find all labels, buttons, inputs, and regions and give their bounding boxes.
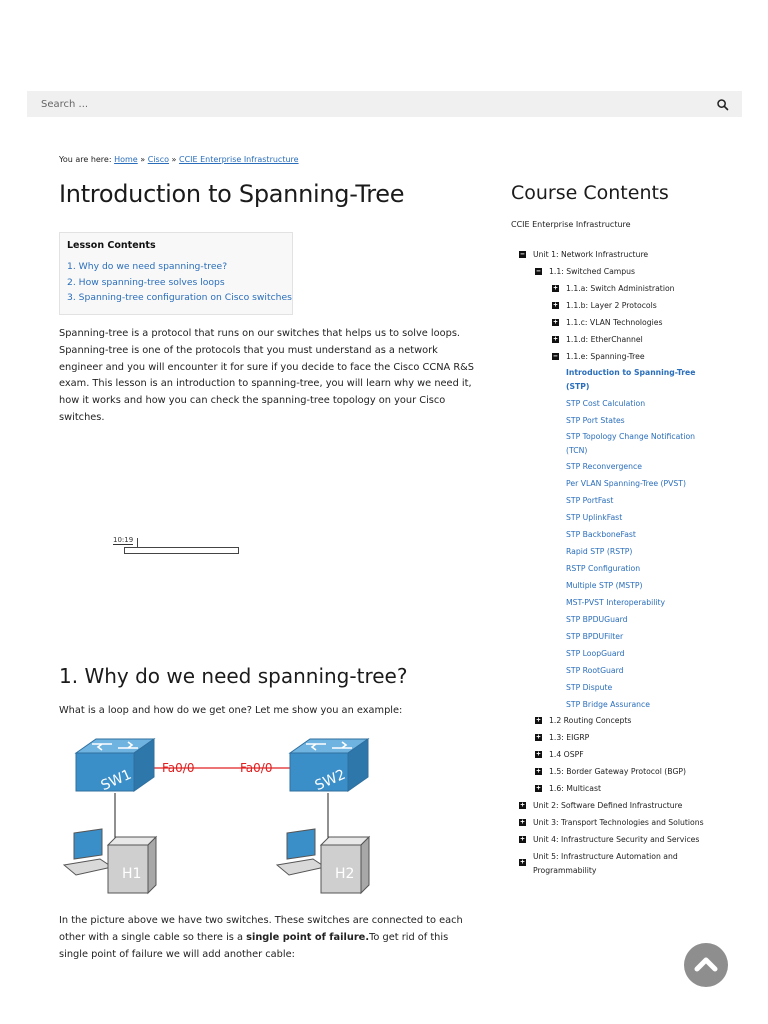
host-label-h1: H1	[122, 866, 142, 882]
plus-box-icon[interactable]: +	[520, 818, 525, 826]
tree-lesson-current-cont[interactable]: (STP)	[566, 382, 590, 391]
breadcrumb-course-link[interactable]: CCIE Enterprise Infrastructure	[179, 155, 299, 164]
after-text-bold: single point of failure.	[246, 931, 370, 943]
toc-link-how[interactable]: 2. How spanning-tree solves loops	[67, 276, 225, 288]
tree-etherchannel[interactable]	[553, 333, 643, 347]
tree-label: Unit 2: Software Defined Infrastructure	[533, 801, 683, 810]
plus-box-icon[interactable]: +	[553, 284, 558, 292]
tree-vlan[interactable]	[553, 316, 663, 330]
tree-eigrp[interactable]	[536, 731, 590, 745]
search-icon[interactable]	[716, 97, 730, 111]
host-h1-icon	[64, 829, 156, 893]
plus-box-icon[interactable]: +	[553, 301, 558, 309]
tree-lesson-link[interactable]: STP Bridge Assurance	[566, 700, 650, 709]
after-diagram-paragraph	[59, 913, 479, 963]
tree-lesson-link[interactable]: STP Topology Change Notification	[566, 432, 696, 441]
breadcrumb-prefix: You are here:	[59, 155, 112, 164]
switch-label-sw1: SW1	[98, 766, 135, 795]
tree-lesson-link[interactable]: Rapid STP (RSTP)	[566, 547, 633, 556]
plus-box-icon[interactable]: +	[520, 801, 525, 809]
video-progress-marker	[137, 538, 138, 547]
tree-label: 1.4 OSPF	[549, 750, 584, 759]
breadcrumb	[59, 155, 299, 164]
sidebar-title: Course Contents	[511, 182, 669, 204]
tree-ospf[interactable]	[536, 748, 584, 762]
tree-lesson-link[interactable]: STP BPDUFilter	[566, 632, 624, 641]
tree-unit-5-cont[interactable]: Programmability	[533, 866, 597, 875]
tree-unit-2[interactable]	[520, 799, 683, 813]
tree-lesson-link[interactable]: RSTP Configuration	[566, 564, 641, 573]
tree-lesson-link[interactable]: STP LoopGuard	[566, 649, 625, 658]
tree-label: Unit 1: Network Infrastructure	[533, 250, 649, 259]
search-bar	[27, 91, 742, 117]
plus-box-icon[interactable]: +	[520, 835, 525, 843]
after-text-1: In the picture above we have two switches. These switches are connected to each other with a single cable so there is a	[59, 915, 463, 943]
breadcrumb-separator: »	[140, 155, 146, 164]
tree-label: Unit 4: Infrastructure Security and Services	[533, 835, 700, 844]
breadcrumb-home-link[interactable]: Home	[114, 155, 138, 164]
tree-label: 1.6: Multicast	[549, 784, 602, 793]
lesson-contents-box	[59, 232, 293, 315]
tree-multicast[interactable]	[536, 782, 602, 796]
tree-lesson-link[interactable]: STP Port States	[566, 416, 625, 425]
tree-spanning-tree[interactable]	[553, 350, 645, 364]
plus-box-icon[interactable]: +	[536, 784, 541, 792]
switch-sw2-icon	[290, 739, 368, 794]
tree-lesson-current[interactable]: Introduction to Spanning-Tree	[566, 368, 696, 377]
plus-box-icon[interactable]: +	[553, 335, 558, 343]
page-title: Introduction to Spanning-Tree	[59, 180, 405, 208]
minus-box-icon[interactable]: −	[536, 267, 541, 275]
breadcrumb-cisco-link[interactable]: Cisco	[147, 155, 169, 164]
section-lead-text: What is a loop and how do we get one? Let me show you an example:	[59, 705, 403, 716]
tree-unit-1[interactable]	[520, 248, 649, 262]
tree-routing-concepts[interactable]	[536, 714, 632, 728]
host-label-h2: H2	[335, 866, 355, 882]
course-name: CCIE Enterprise Infrastructure	[511, 220, 631, 229]
switch-sw1-icon	[76, 739, 154, 794]
tree-lesson-link[interactable]: STP BPDUGuard	[566, 615, 628, 624]
tree-label: 1.1.a: Switch Administration	[566, 284, 675, 293]
plus-box-icon[interactable]: +	[520, 858, 525, 866]
tree-unit-3[interactable]	[520, 816, 704, 830]
port-label-left: Fa0/0	[162, 761, 195, 775]
tree-label: Unit 3: Transport Technologies and Solutions	[533, 818, 704, 827]
tree-lesson-link[interactable]: (TCN)	[566, 446, 588, 455]
toc-link-config[interactable]: 3. Spanning-tree configuration on Cisco switches	[67, 292, 292, 304]
tree-label: Unit 5: Infrastructure Automation and	[533, 852, 678, 861]
tree-lesson-link[interactable]: STP PortFast	[566, 496, 614, 505]
tree-label: 1.2 Routing Concepts	[549, 716, 632, 725]
tree-label: 1.1.c: VLAN Technologies	[566, 318, 663, 327]
video-progress-bar[interactable]	[124, 547, 239, 554]
tree-lesson-link[interactable]: Per VLAN Spanning-Tree (PVST)	[566, 479, 686, 488]
tree-lesson-link[interactable]: Multiple STP (MSTP)	[566, 581, 643, 590]
tree-layer2[interactable]	[553, 299, 657, 313]
plus-box-icon[interactable]: +	[536, 733, 541, 741]
plus-box-icon[interactable]: +	[536, 716, 541, 724]
plus-box-icon[interactable]: +	[553, 318, 558, 326]
topology-diagram	[56, 733, 376, 903]
intro-paragraph: Spanning-tree is a protocol that runs on our switches that helps us to solve loops. Spanning-tree is one of the protocols that you must understand as a network engineer and you will encounter it for sure if you decide to face the Cisco CCNA R&S exam. This lesson is an introduction to spanning-tree, you will learn why we need it, how it works and how you can check the spanning-tree topology on your Cisco switches.	[59, 328, 474, 423]
minus-box-icon[interactable]: −	[553, 352, 558, 360]
tree-lesson-link[interactable]: MST-PVST Interoperability	[566, 598, 666, 607]
minus-box-icon[interactable]: −	[520, 250, 525, 258]
search-input[interactable]	[27, 91, 707, 117]
video-timestamp: 10:19	[113, 536, 134, 544]
tree-unit-4[interactable]	[520, 833, 700, 847]
tree-lesson-link[interactable]: STP Dispute	[566, 683, 613, 692]
back-to-top-button[interactable]	[684, 943, 728, 987]
plus-box-icon[interactable]: +	[536, 750, 541, 758]
tree-lesson-link[interactable]: STP UplinkFast	[566, 513, 623, 522]
tree-lesson-link[interactable]: STP BackboneFast	[566, 530, 636, 539]
tree-lesson-link[interactable]: STP RootGuard	[566, 666, 624, 675]
tree-label: 1.1: Switched Campus	[549, 267, 636, 276]
tree-label: 1.1.d: EtherChannel	[566, 335, 643, 344]
host-h2-icon	[277, 829, 369, 893]
port-label-right: Fa0/0	[240, 761, 273, 775]
section-heading: 1. Why do we need spanning-tree?	[59, 664, 408, 688]
tree-label: 1.3: EIGRP	[549, 733, 590, 742]
after-text-2: To get rid of this single point of failure we will add another cable:	[59, 931, 449, 960]
tree-switch-admin[interactable]	[553, 282, 675, 296]
chevron-up-icon	[684, 943, 728, 987]
tree-label: 1.5: Border Gateway Protocol (BGP)	[549, 767, 687, 776]
switch-label-sw2: SW2	[312, 766, 349, 795]
breadcrumb-separator: »	[171, 155, 177, 164]
toc-link-why[interactable]: 1. Why do we need spanning-tree?	[67, 261, 228, 272]
lesson-contents-title: Lesson Contents	[67, 240, 156, 251]
plus-box-icon[interactable]: +	[536, 767, 541, 775]
tree-unit-5[interactable]	[520, 850, 678, 866]
tree-label: 1.1.e: Spanning-Tree	[566, 352, 645, 361]
tree-lesson-link[interactable]: STP Reconvergence	[566, 462, 642, 471]
tree-label: 1.1.b: Layer 2 Protocols	[566, 301, 657, 310]
tree-lesson-link[interactable]: STP Cost Calculation	[566, 399, 646, 408]
tree-bgp[interactable]	[536, 765, 687, 779]
tree-switched-campus[interactable]	[536, 265, 636, 279]
